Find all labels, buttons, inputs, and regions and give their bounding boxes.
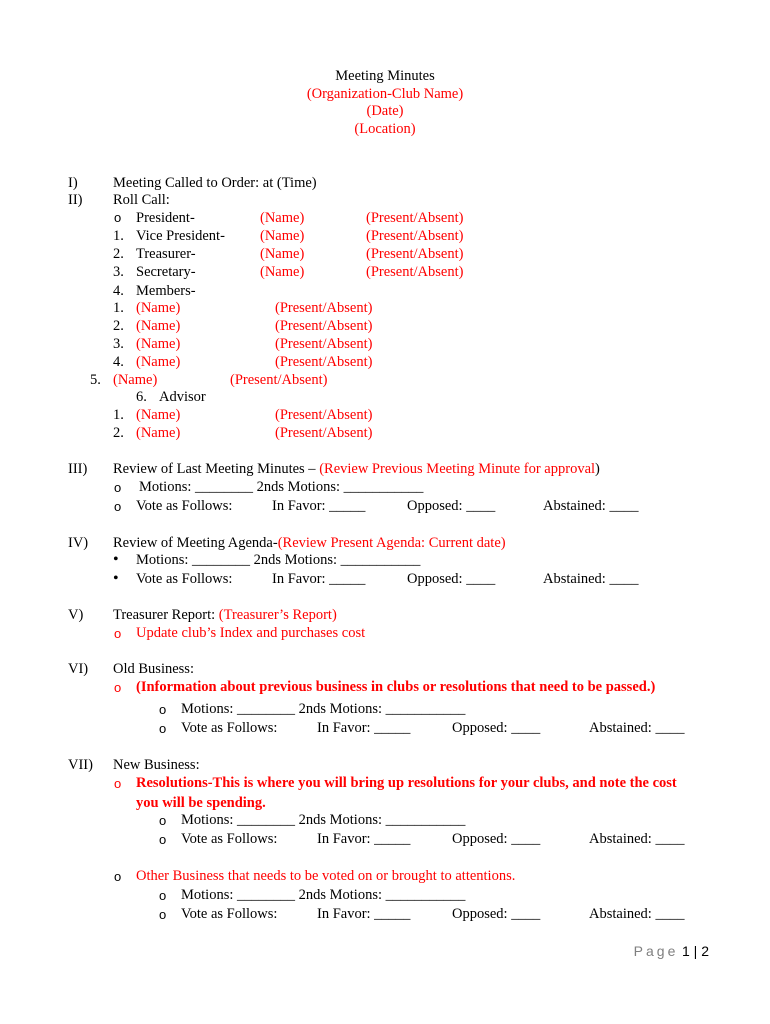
section-number: I)	[68, 175, 78, 191]
page-number: 1 | 2	[682, 943, 709, 959]
in-favor-field: In Favor: _____	[317, 906, 411, 922]
member-status: (Present/Absent)	[275, 336, 373, 352]
list-marker: 6.	[136, 389, 147, 405]
list-marker: 1.	[113, 228, 124, 244]
member-status: (Present/Absent)	[275, 318, 373, 334]
officer-name: (Name)	[260, 210, 305, 226]
advisor-name: (Name)	[136, 425, 181, 441]
page-footer	[634, 942, 709, 961]
list-marker: 2.	[113, 246, 124, 262]
meeting-date: (Date)	[366, 103, 404, 119]
meeting-location: (Location)	[354, 121, 416, 137]
opposed-field: Opposed: ____	[407, 498, 496, 514]
bullet-marker: o	[114, 626, 122, 641]
roll-call-heading: Roll Call:	[113, 192, 170, 208]
opposed-field: Opposed: ____	[452, 720, 541, 736]
advisor-name: (Name)	[136, 407, 181, 423]
new-business-heading: New Business:	[113, 757, 200, 773]
bullet-marker: o	[114, 869, 122, 884]
members-label: Members-	[136, 283, 196, 299]
section-number: VII)	[68, 757, 93, 773]
member-name: (Name)	[113, 372, 158, 388]
motions-line: Motions: ________ 2nds Motions: ___________	[181, 812, 466, 828]
member-status: (Present/Absent)	[275, 354, 373, 370]
resolutions-text: Resolutions-This is where you will bring up resolutions for your clubs, and note the cost	[136, 775, 677, 791]
bullet-marker: o	[159, 907, 167, 922]
member-name: (Name)	[136, 300, 181, 316]
other-business-text: Other Business that needs to be voted on or brought to attentions.	[136, 868, 516, 884]
bullet-marker: o	[114, 480, 122, 495]
list-marker: 5.	[90, 372, 101, 388]
list-marker: 1.	[113, 300, 124, 316]
officer-role: Treasurer-	[136, 246, 196, 262]
officer-name: (Name)	[260, 228, 305, 244]
advisor-label: Advisor	[159, 389, 206, 405]
officer-status: (Present/Absent)	[366, 210, 464, 226]
treasurer-heading	[113, 606, 337, 624]
abstained-field: Abstained: ____	[543, 498, 639, 514]
vote-label: Vote as Follows:	[181, 906, 278, 922]
member-status: (Present/Absent)	[275, 300, 373, 316]
heading-note: (Review Previous Meeting Minute for approval	[319, 461, 596, 477]
officer-name: (Name)	[260, 246, 305, 262]
bullet-marker: o	[159, 702, 167, 717]
bullet-marker: o	[114, 680, 122, 695]
advisor-status: (Present/Absent)	[275, 407, 373, 423]
review-agenda-heading	[113, 534, 506, 552]
bullet-marker: o	[114, 499, 122, 514]
opposed-field: Opposed: ____	[407, 571, 496, 587]
motions-line: Motions: ________ 2nds Motions: ___________	[181, 887, 466, 903]
officer-role: Vice President-	[136, 228, 225, 244]
list-marker: 4.	[113, 354, 124, 370]
resolutions-text-cont: you will be spending.	[136, 795, 266, 811]
bullet-marker: o	[159, 832, 167, 847]
member-name: (Name)	[136, 336, 181, 352]
heading-close: )	[595, 461, 600, 477]
vote-label: Vote as Follows:	[181, 720, 278, 736]
section-number: V)	[68, 607, 84, 623]
bullet-marker: •	[113, 570, 119, 587]
old-business-info: (Information about previous business in clubs or resolutions that need to be passed.)	[136, 679, 656, 695]
abstained-field: Abstained: ____	[589, 906, 685, 922]
bullet-marker: o	[159, 721, 167, 736]
section-number: III)	[68, 461, 88, 477]
list-marker: 3.	[113, 336, 124, 352]
document-title: Meeting Minutes	[335, 68, 435, 84]
in-favor-field: In Favor: _____	[317, 720, 411, 736]
bullet-marker: o	[159, 813, 167, 828]
vote-label: Vote as Follows:	[181, 831, 278, 847]
member-status: (Present/Absent)	[230, 372, 328, 388]
list-marker: 3.	[113, 264, 124, 280]
officer-name: (Name)	[260, 264, 305, 280]
advisor-status: (Present/Absent)	[275, 425, 373, 441]
member-name: (Name)	[136, 318, 181, 334]
vote-label: Vote as Follows:	[136, 571, 233, 587]
review-minutes-heading	[113, 460, 600, 478]
member-name: (Name)	[136, 354, 181, 370]
in-favor-field: In Favor: _____	[317, 831, 411, 847]
in-favor-field: In Favor: _____	[272, 571, 366, 587]
heading-note: (Review Present Agenda: Current date)	[277, 535, 506, 551]
in-favor-field: In Favor: _____	[272, 498, 366, 514]
abstained-field: Abstained: ____	[589, 831, 685, 847]
officer-role: Secretary-	[136, 264, 196, 280]
call-to-order: Meeting Called to Order: at (Time)	[113, 175, 317, 191]
section-number: IV)	[68, 535, 89, 551]
vote-label: Vote as Follows:	[136, 498, 233, 514]
section-number: VI)	[68, 661, 89, 677]
list-marker: 2.	[113, 425, 124, 441]
heading-text: Review of Last Meeting Minutes –	[113, 461, 320, 477]
bullet-marker: o	[114, 776, 122, 791]
abstained-field: Abstained: ____	[589, 720, 685, 736]
section-number: II)	[68, 192, 83, 208]
treasurer-item: Update club’s Index and purchases cost	[136, 625, 366, 641]
opposed-field: Opposed: ____	[452, 906, 541, 922]
bullet-marker: o	[159, 888, 167, 903]
motions-line: Motions: ________ 2nds Motions: ___________	[139, 479, 424, 495]
heading-text: Review of Meeting Agenda-	[113, 535, 278, 551]
officer-status: (Present/Absent)	[366, 246, 464, 262]
motions-line: Motions: ________ 2nds Motions: ___________	[136, 552, 421, 568]
officer-status: (Present/Absent)	[366, 228, 464, 244]
bullet-marker: •	[113, 551, 119, 568]
bullet-marker: o	[114, 210, 122, 225]
organization-name: (Organization-Club Name)	[306, 86, 464, 102]
abstained-field: Abstained: ____	[543, 571, 639, 587]
old-business-heading: Old Business:	[113, 661, 194, 677]
page-label: Page	[633, 943, 679, 959]
motions-line: Motions: ________ 2nds Motions: ___________	[181, 701, 466, 717]
officer-role: President-	[136, 210, 195, 226]
list-marker: 1.	[113, 407, 124, 423]
heading-text: Treasurer Report:	[113, 607, 219, 623]
heading-note: (Treasurer’s Report)	[218, 607, 337, 623]
opposed-field: Opposed: ____	[452, 831, 541, 847]
list-marker: 4.	[113, 283, 124, 299]
officer-status: (Present/Absent)	[366, 264, 464, 280]
list-marker: 2.	[113, 318, 124, 334]
